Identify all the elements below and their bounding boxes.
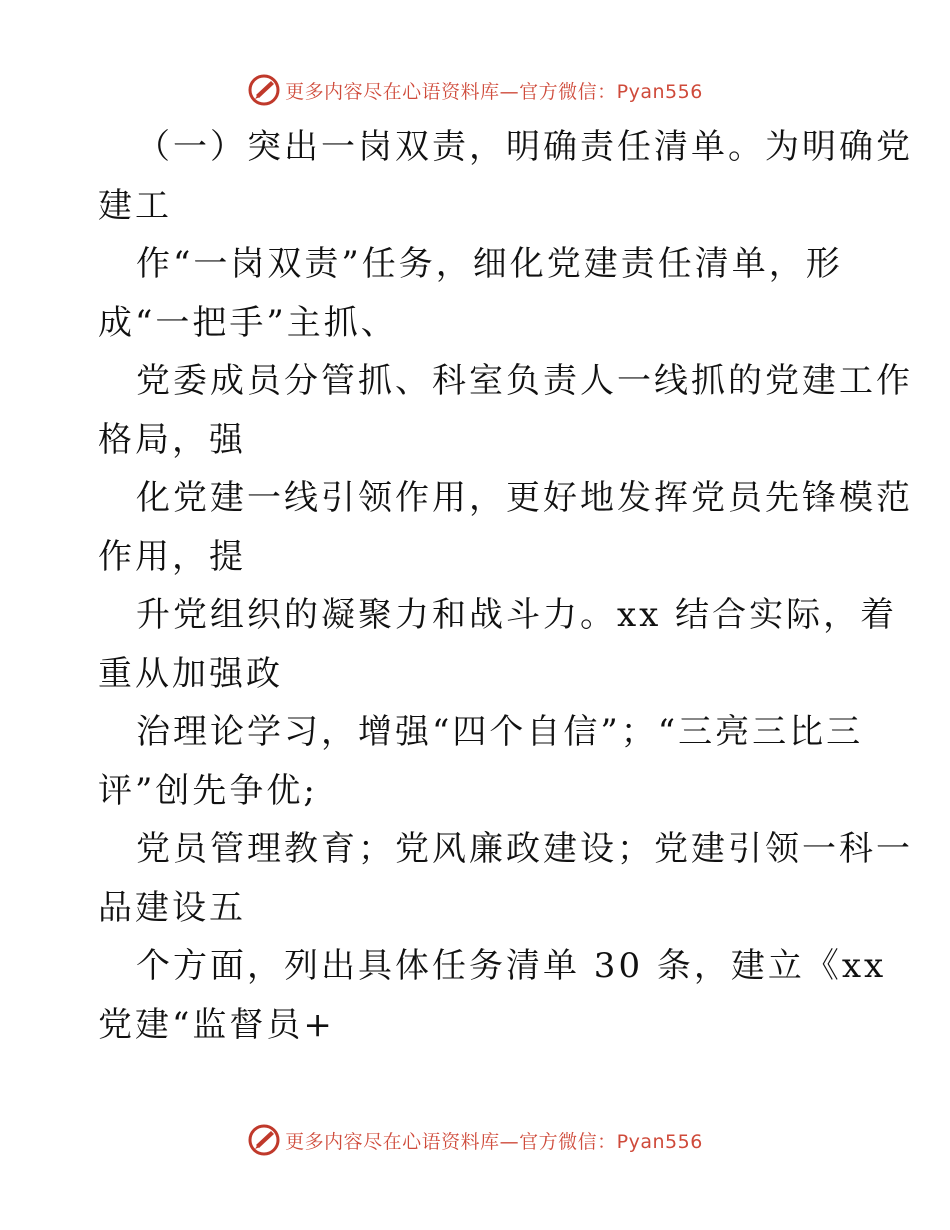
logo-icon	[247, 1123, 281, 1157]
text-line: 党建“监督员+	[98, 1004, 335, 1045]
text-line: （一）突出一岗双责，明确责任清单。为明确党	[136, 127, 913, 167]
text-line: 党委成员分管抓、科室负责人一线抓的党建工作	[136, 361, 913, 401]
document-body	[98, 118, 913, 1054]
header-banner	[0, 70, 950, 110]
text-line: 化党建一线引领作用，更好地发挥党员先锋模范	[136, 478, 913, 518]
text-line: 作用，提	[98, 536, 246, 577]
text-line: 格局，强	[98, 419, 246, 460]
logo-icon	[247, 73, 281, 107]
text-line: 作“一岗双责”任务，细化党建责任清单，形	[136, 244, 843, 284]
text-line: 党员管理教育；党风廉政建设；党建引领一科一	[136, 829, 913, 869]
text-line: 成“一把手”主抓、	[98, 302, 398, 343]
text-line: 个方面，列出具体任务清单 30 条，建立《xx	[136, 946, 887, 986]
banner-text: 更多内容尽在心语资料库—官方微信：Pyan556	[285, 80, 703, 103]
text-line: 升党组织的凝聚力和战斗力。xx 结合实际，着	[136, 595, 898, 635]
banner-text: 更多内容尽在心语资料库—官方微信：Pyan556	[285, 1130, 703, 1153]
text-line: 建工	[98, 185, 172, 226]
footer-banner	[0, 1120, 950, 1160]
text-line: 评”创先争优;	[98, 770, 318, 811]
text-line: 品建设五	[98, 887, 246, 928]
text-line: 重从加强政	[98, 653, 283, 694]
text-line: 治理论学习，增强“四个自信”；“三亮三比三	[136, 712, 864, 752]
